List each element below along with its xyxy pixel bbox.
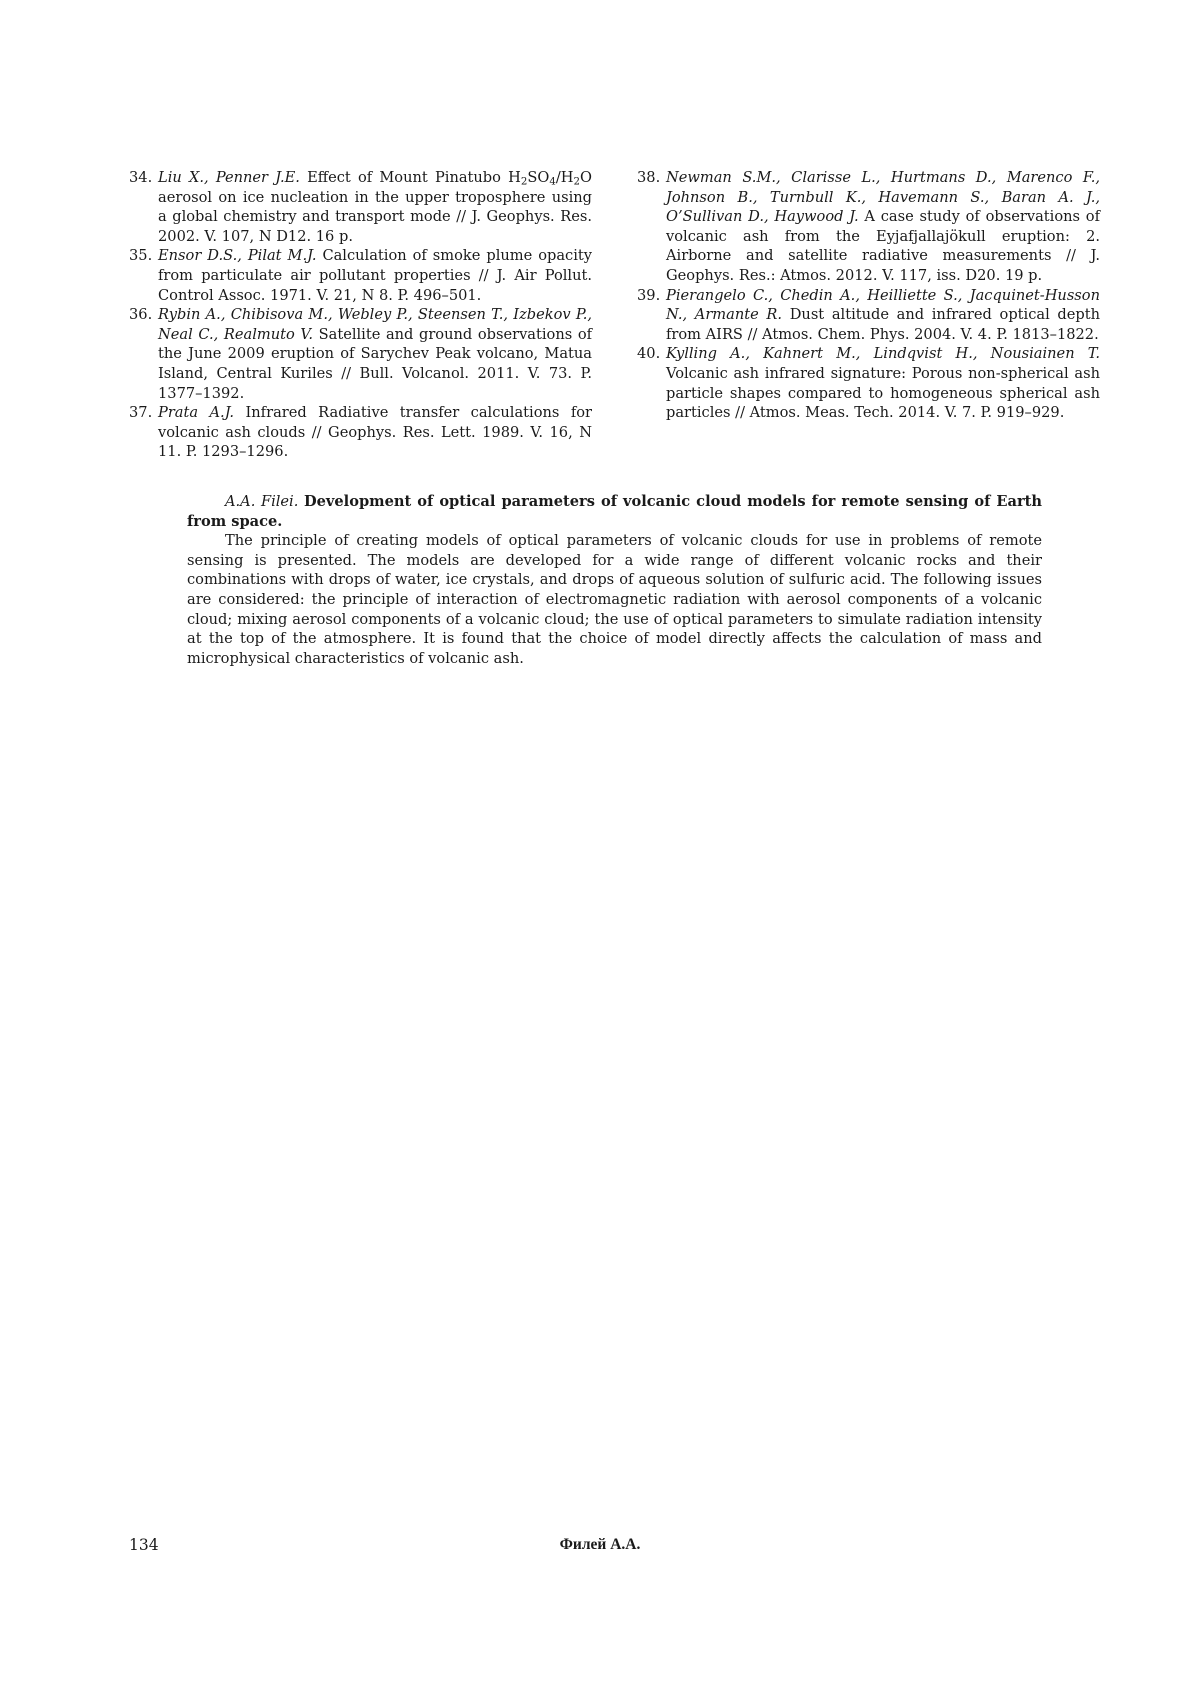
subscript: 2: [573, 176, 581, 188]
reference-authors: Prata A.J.: [158, 404, 235, 422]
reference-authors: Newman S.M., Clarisse L., Hurtmans D., Marenco F., Johnson B., Turnbull K., Havemann S., Baran A. J., O’Sullivan D., Haywood J.: [666, 169, 1100, 226]
reference-text: O aerosol on ice nucleation in the upper troposphere using a global chemistry and transport mode // J. Geophys. Res. 2002. V. 107, N D12. 16 p.: [158, 169, 592, 245]
abstract-heading: [187, 492, 1042, 531]
reference-text: /H: [555, 169, 574, 186]
subscript: 2: [520, 176, 528, 188]
reference-38: [637, 168, 1100, 286]
references-column-left: [129, 168, 592, 462]
reference-text: Infrared Radiative transfer calculations for volcanic ash clouds // Geophys. Res. Lett. 1989. V. 16, N 11. P. 1293–1296.: [158, 404, 592, 461]
running-head: Филей А.А.: [559, 1536, 641, 1553]
reference-text: Calculation of smoke plume opacity from particulate air pollutant properties // J. Air Pollut. Control Assoc. 1971. V. 21, N 8. P. 496–501.: [158, 247, 592, 304]
reference-text: Dust altitude and infrared optical depth from AIRS // Atmos. Chem. Phys. 2004. V. 4. P. 1813–1822.: [666, 306, 1100, 343]
reference-text: Satellite and ground observations of the June 2009 eruption of Sarychev Peak volcano, Matua Island, Central Kuriles // Bull. Volcanol. 2011. V. 73. P. 1377–1392.: [158, 325, 593, 402]
abstract-body: The principle of creating models of optical parameters of volcanic clouds for use in problems of remote sensing is presented. The models are developed for a wide range of different volcanic rocks and their combinations with drops of water, ice crystals, and drops of aqueous solution of sulfuric acid. The following issues are considered: the principle of interaction of electromagnetic radiation with aerosol components of a volcanic cloud; mixing aerosol components of a volcanic cloud; the use of optical parameters to simulate radiation intensity at the top of the atmosphere. It is found that the choice of model directly affects the calculation of mass and microphysical characteristics of volcanic ash.: [187, 532, 1042, 667]
references-section: [129, 168, 1100, 462]
reference-number: 35.: [129, 247, 153, 265]
reference-number: 40.: [637, 345, 661, 363]
reference-text: A case study of observations of volcanic ash from the Eyjafjallajökull eruption: 2. Airborne and satellite radiative measurements // J. Geophys. Res.: Atmos. 2012. V. 117, iss. D20. 19 p.: [666, 208, 1100, 284]
reference-36: [129, 305, 592, 403]
reference-number: 37.: [129, 404, 153, 422]
reference-number: 34.: [129, 169, 153, 186]
reference-authors: Rybin A., Chibisova M., Webley P., Steensen T., Izbekov P., Neal C., Realmuto V.: [158, 306, 592, 343]
abstract-author: A.A. Filei.: [225, 493, 299, 510]
page-number: 134: [129, 1536, 159, 1554]
reference-text: Effect of Mount Pinatubo H: [299, 169, 521, 186]
subscript: 4: [549, 176, 556, 188]
reference-number: 38.: [637, 169, 661, 186]
references-column-right: [637, 168, 1100, 462]
reference-authors: Liu X., Penner J.E.: [158, 169, 300, 186]
reference-37: [129, 403, 592, 462]
reference-text: SO: [527, 169, 550, 186]
reference-35: [129, 246, 592, 305]
english-abstract: [187, 492, 1042, 668]
reference-40: [637, 344, 1100, 422]
reference-text: Volcanic ash infrared signature: Porous non-spherical ash particle shapes compared to homogeneous spherical ash particles // Atmos. Meas. Tech. 2014. V. 7. P. 919–929.: [666, 364, 1100, 422]
reference-39: [637, 286, 1100, 345]
reference-authors: Ensor D.S., Pilat M.J.: [158, 247, 317, 265]
reference-authors: Pierangelo C., Chedin A., Heilliette S., Jacquinet-Husson N., Armante R.: [666, 286, 1100, 324]
reference-number: 36.: [129, 306, 153, 324]
reference-number: 39.: [637, 286, 661, 304]
abstract-title: Development of optical parameters of volcanic cloud models for remote sensing of Earth from space.: [187, 493, 1042, 530]
reference-34: [129, 168, 592, 246]
reference-authors: Kylling A., Kahnert M., Lindqvist H., Nousiainen T.: [666, 345, 1100, 363]
